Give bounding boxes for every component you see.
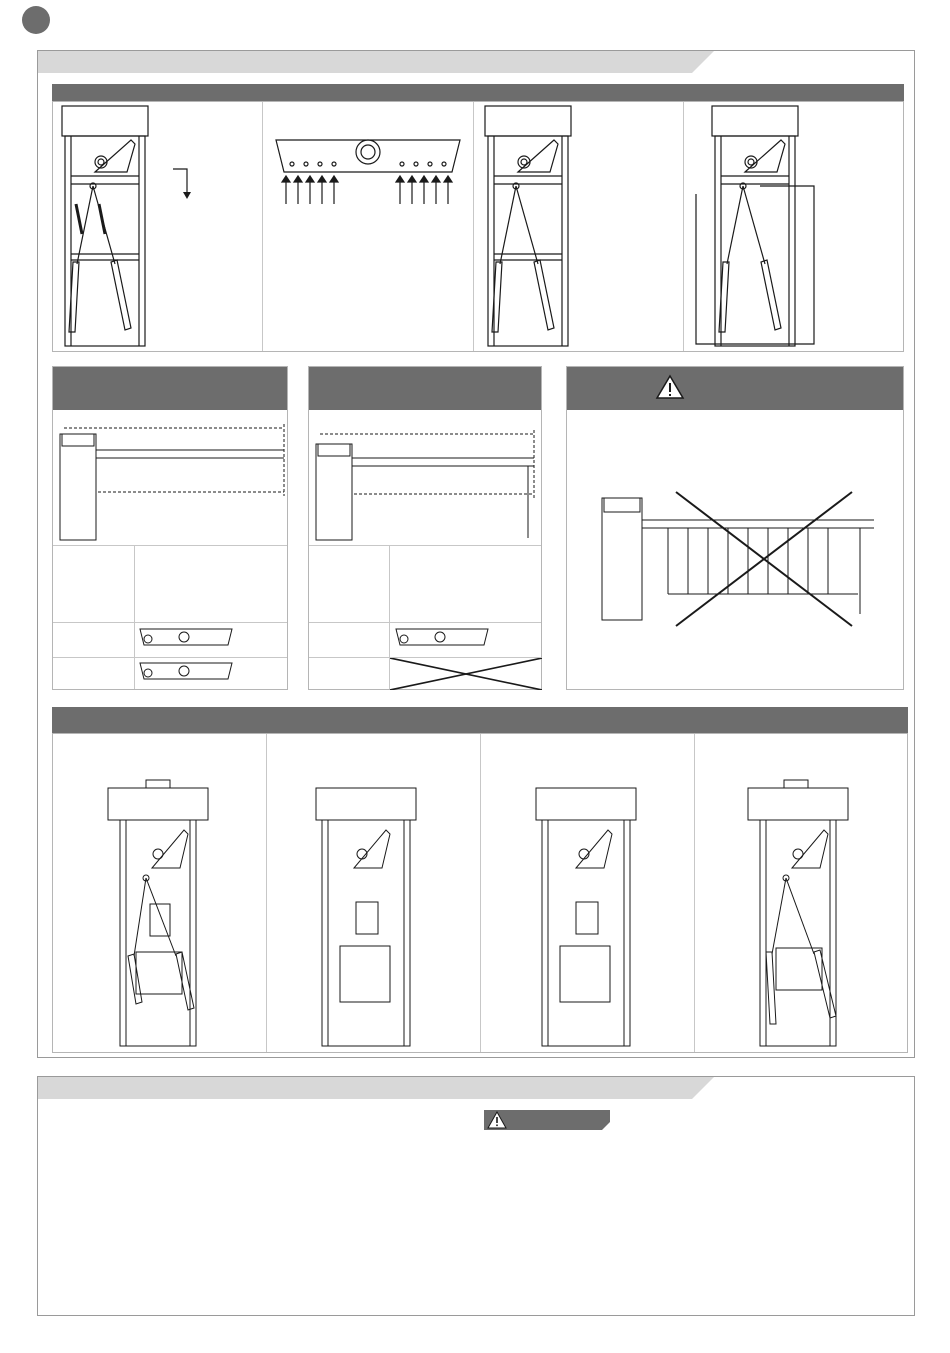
skirt-boom-crossed-drawing [598, 490, 878, 630]
long-boom-not-allowed-cross [390, 658, 542, 690]
barrier-springs-drawing-2 [478, 104, 578, 350]
section-main-header-bar [38, 51, 714, 73]
warning-triangle-icon [655, 374, 685, 400]
configuration-drawing-4 [746, 778, 850, 1050]
warning-triangle-icon [487, 1111, 507, 1129]
long-boom-plate-1 [392, 625, 492, 655]
barrier-springs-drawing-3 [690, 104, 820, 350]
long-boom-drawing [312, 426, 540, 544]
section-lower-frame [37, 1076, 915, 1316]
short-boom-drawing [58, 420, 286, 544]
spring-row-header-bar [52, 84, 904, 102]
section-lower-header-bar [38, 1077, 714, 1099]
barrier-springs-drawing-1 [55, 104, 155, 350]
short-boom-plate-1 [136, 625, 236, 655]
arrow-down-icon [172, 168, 194, 200]
short-boom-plate-2 [136, 659, 236, 689]
step-marker-circle [22, 6, 50, 34]
mounting-plate-drawing [272, 132, 468, 212]
configuration-drawing-1 [106, 778, 210, 1050]
configurations-header-bar [52, 707, 908, 733]
configuration-drawing-2 [314, 786, 418, 1050]
configuration-drawing-3 [534, 786, 638, 1050]
